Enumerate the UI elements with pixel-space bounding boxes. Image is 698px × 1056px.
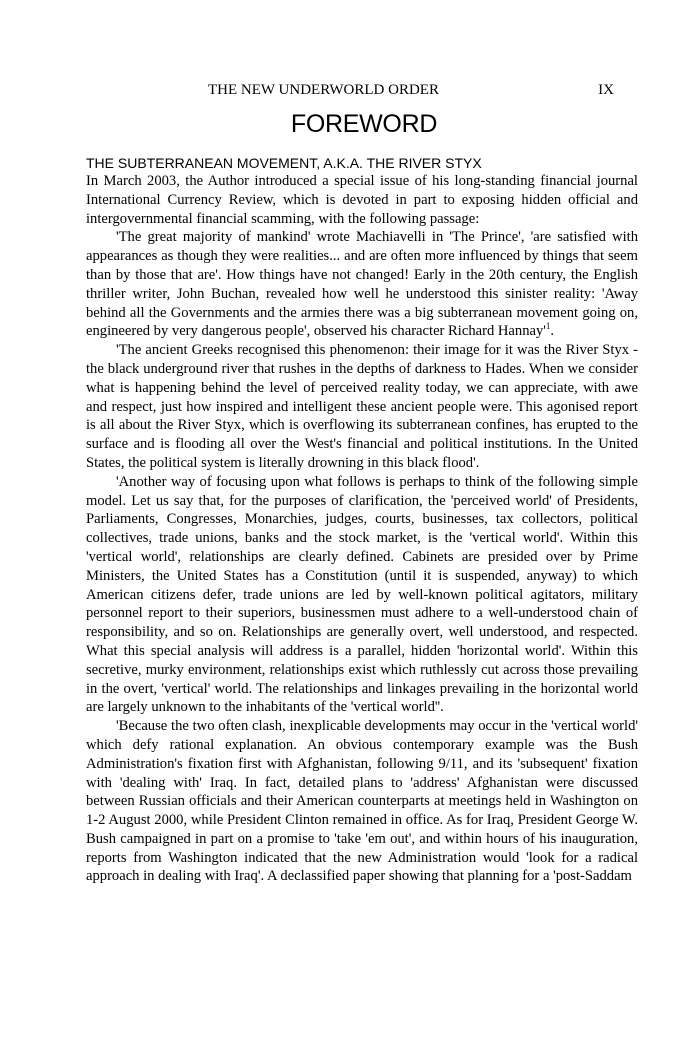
paragraph-4: 'Another way of focusing upon what follows is perhaps to think of the following simple model. Let us say that, for the purposes of clarification, the 'perceived world' of Presidents, Parliaments, Congresses, Monarchies, judges, courts, businesses, tax collectors, political collectives, trade unions, banks and the stock market, is the 'vertical world'. Within this 'vertical world', relationships are clearly defined. Cabinets are presided over by Prime Ministers, the United States has a Constitution (until it is suspended, anyway) to which American citizens defer, trade unions are led by well-known political agitators, military personnel report to their superiors, businessmen must adhere to a well-understood chain of responsibility, and so on. Relationships are generally overt, well understood, and respected. What this special analysis will address is a parallel, hidden 'horizontal world'. Within this secretive, murky environment, relationships exist which ruthlessly cut across those prevailing in the overt, 'vertical' world. The relationships and linkages prevailing in the horizontal world are largely unknown to the inhabitants of the 'vertical world''. xyxy=(86,473,638,716)
paragraph-2-end: . xyxy=(550,323,555,340)
paragraph-1: In March 2003, the Author introduced a special issue of his long-standing financial journal International Currency Review, which is devoted in part to exposing hidden official and intergovernmental financial scamming, with the following passage: xyxy=(86,173,638,227)
section-heading: THE SUBTERRANEAN MOVEMENT, A.K.A. THE RIVER STYX xyxy=(86,155,482,171)
body-text xyxy=(86,172,638,886)
chapter-title: FOREWORD xyxy=(290,110,438,138)
running-header xyxy=(86,82,616,102)
paragraph-2-text: 'The great majority of mankind' wrote Machiavelli in 'The Prince', 'are satisfied with appearances as though they were realities... and are often more influenced by things that seem than by those that are'. How things have not changed! Early in the 20th century, the English thriller writer, John Buchan, revealed how well he understood this sinister reality: 'Away behind all the Governments and the armies there was a big subterranean movement going on, engineered by very dangerous people', observed his character Richard Hannay' xyxy=(86,229,638,340)
paragraph-3: 'The ancient Greeks recognised this phenomenon: their image for it was the River Styx - the black underground river that rushes in the depths of darkness to Hades. When we consider what is happening behind the level of perceived reality today, we can appreciate, with awe and respect, just how inspired and intelligent these ancient people were. This agonised report is all about the River Styx, which is overflowing its subterranean confines, has erupted to the surface and is flooding all over the West's financial and political institutions. In the United States, the political system is literally drowning in this black flood'. xyxy=(86,342,638,471)
paragraph-5: 'Because the two often clash, inexplicable developments may occur in the 'vertical world' which defy rational explanation. An obvious contemporary example was the Bush Administration's fixation first with Afghanistan, following 9/11, and its 'subsequent' fixation with 'dealing with' Iraq. In fact, detailed plans to 'address' Afghanistan were discussed between Russian officials and their American counterparts at meetings held in Washington on 1-2 August 2000, while President Clinton remained in office. As for Iraq, President George W. Bush campaigned in part on a promise to 'take 'em out', and within hours of his inauguration, reports from Washington indicated that the new Administration would 'look for a radical approach in dealing with Iraq'. A declassified paper showing that planning for a 'post-Saddam xyxy=(86,718,638,885)
page-number: IX xyxy=(598,82,614,98)
paragraph-2 xyxy=(86,228,638,341)
running-title: THE NEW UNDERWORLD ORDER xyxy=(208,82,439,98)
footnote-reference: 1 xyxy=(545,321,551,332)
